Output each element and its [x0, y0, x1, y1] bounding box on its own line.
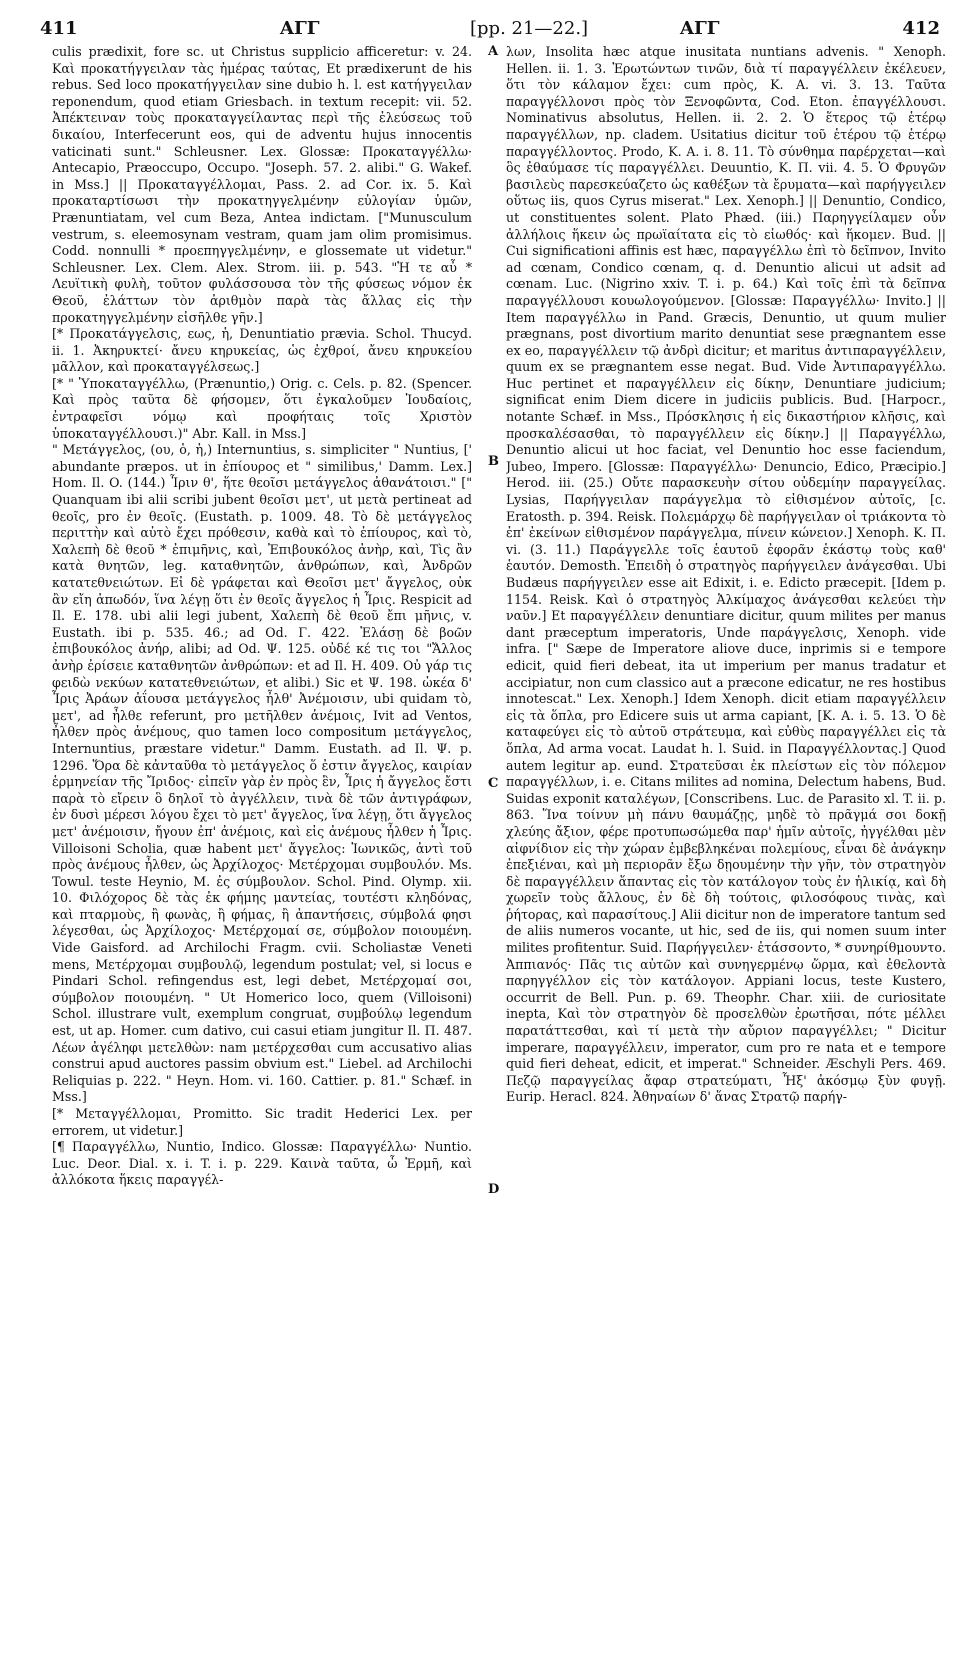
section-mark-a: A	[488, 44, 499, 59]
left-paragraph-5: [* Μεταγγέλλομαι, Promitto. Sic tradit Hederici Lex. per errorem, ut videtur.]	[52, 1106, 472, 1138]
right-paragraph-1: λων, Insolita hæc atque inusitata nuntians advenis. " Xenoph. Hellen. ii. 1. 3. Ἐρωτώντων τινῶν, διὰ τί παραγγέλλειν ἐκέλευεν, ὅτι τὸν κάλαμον ἔχει: cum πρὸς, K. A. vi. 3. 13. Ταῦτα παραγγέλλονσι πρὸς τὸν Ξενοφῶντα, Cod. Eton. ἐπαγγέλλουσι. Nominativus absolutus, Hellen. ii. 2. 2. Ὁ ἕτερος τῷ ἑτέρῳ παραγγέλλων, np. cladem. Usitatius dicitur τοῦ ἑτέρου τῷ ἑτέρῳ παραγγέλλοντος. Prodo, K. A. i. 8. 11. Τὸ σύνθημα παρέρχεται—καὶ ὃς ἐθαύμασε τίς παραγγέλλει. Deuuntio, K. Π. vii. 4. 5. Ὁ Φρυγῶν βασιλεὺς παρεσκεύαζετο ὡς καθέξων τὰ ἔρυματα—καὶ παρήγγειλεν οὕτως iis, quos Cyrus miserat." Lex. Xenoph.] || Denuntio, Condico, ut constituentes solent. Plato Phæd. (iii.) Παρηγγείλαμεν οὖν ἀλλήλοις ἥκειν ὡς πρωϊαίτατα εἰς τὸ εἰωθός· καὶ ἥκομεν. Bud. || Cui significationi affinis est hæc, παραγγέλλω ἐπὶ τὸ δεῖπνον, Invito ad cœnam, Condico cœnam, q. d. Denuntio alicui ut adsit ad cœnam. Luc. (Nigrino xxiv. T. i. p. 64.) Καὶ τοῖς ἐπὶ τὰ δεῖπνα παραγγέλλουσι κουωλογούμενον. [Glossæ: Παραγγέλλω· Invito.] || Item παραγγέλλω in Pand. Græcis, Denuntio, ut quum mulier prægnans, post divortium marito denuntiat sese prægnantem esse ex eo, παραγγέλλειν τῷ ἀνδρὶ dicitur; et maritus ἀντιπαραγγέλλειν, quum ex se prægnantem esse negat. Bud. Vide Ἀντιπαραγγέλλω. Huc pertinet et παραγγέλλειν εἰς δίκην, Denuntiare judicium; significat enim Diem dicere in judiciis publicis. Bud. [Harpocr., notante Schæf. in Mss., Πρόσκλησις ἡ εἰς δικαστήριον κλῆσις, καὶ προσκαλέσασθαι, τὸ παραγγέλλειν εἰς δίκην.] || Παραγγέλλω, Denuntio alicui ut hoc faciat, vel Denuntio hoc esse faciendum, Jubeo, Impero. [Glossæ: Παραγγέλλω· Denuncio, Edico, Præcipio.] Herod. iii. (25.) Οὔτε παρασκευὴν σίτου οὐδεμίην παραγγείλας. Lysias, Παρήγγειλαν παράγγελμα τὸ εἰθισμένον αὐτοῖς, [c. Eratosth. p. 394. Reisk. Πολεμάρχῳ δὲ παρήγγειλαν οἱ τριάκοντα τὸ ἐπ' ἐκείνων εἰθισμένον παράγγελμα, πίνειν κώνειον.] Xenoph. K. Π. vi. (3. 11.) Παράγγελλε τοῖς ἑαυτοῦ ἐφορᾶν ἑκάστῳ τοὺς καθ' ἑαυτόν. Demosth. Ἐπειδὴ ὁ στρατηγὸς παρήγγειλεν ἀνάγεσθαι. Ubi Budæus παρήγγειλεν esse ait Edixit, i. e. Edicto præcepit. [Idem p. 1154. Reisk. Καὶ ὁ στρατηγὸς Ἀλκίμαχος ἀνάγεσθαι κελεύει τὴν ναῦν.] Et παραγγέλλειν denuntiare dicitur, quum milites per manus dant præceptum imperatoris, Unde παράγγελσις, Xenoph. vide infra. [" Sæpe de Imperatore aliove duce, inprimis si e tempore edicit, quid fieri debeat, ita ut imperium per manus tradatur et accipiatur, non cum classico aut a præcone edicatur, ne res hostibus innotescat." Lex. Xenoph.] Idem Xenoph. dicit etiam παραγγέλλειν εἰς τὰ ὅπλα, pro Edicere suis ut arma capiant, [K. A. i. 5. 13. Ὁ δὲ καταφεύγει εἰς τὸ αὐτοῦ στράτευμα, καὶ εὐθὺς παραγγέλλει εἰς τὰ ὅπλα, Ad arma vocat. Laudat h. l. Suid. in Παραγγέλλοντας.] Quod autem legitur ap. eund. Στρατεῦσαι ἐκ πλείστων εἰς τὸν πόλεμον παραγγέλλων, i. e. Citans milites ad nomina, Delectum habens, Bud. Suidas exponit καταλέγων, [Conscribens. Luc. de Parasito xl. T. ii. p. 863. Ἵνα τοίνυν μὴ πάνυ θαυμάζῃς, μηδὲ τὸ πρᾶγμά σοι δοκῇ χλεύης ἄξιον, φέρε προτυπωσώμεθα παρ' ἡμῖν αὐτοῖς, ἠγγέλθαι μὲν αἰφνίδιον εἰς τὴν χώραν ἐμβεβληκέναι πολεμίους, εἶναι δὲ ἀνάγκην ἐπεξιέναι, καὶ μὴ περιορᾶν ἔξω δῃουμένην τὴν γῆν, τὸν στρατηγὸν δὲ παραγγέλλειν ἅπαντας εἰς τὸν κατάλογον τοὺς ἐν ἡλικίᾳ, καὶ δὴ χωρεῖν τοὺς ἄλλους, ἐν δὲ δὴ τούτοις, φιλοσόφους τινὰς, καὶ ῥήτορας, καὶ παρασίτους.] Alii dicitur non de imperatore tantum sed de aliis numeros vocante, ut hic, sed de iis, qui nomen suum inter milites profitentur. Suid. Παρήγγειλεν· ἐτάσσοντο, * συνηρίθμουντο. Ἀππιανός· Πᾶς τις αὐτῶν καὶ συνηγερμένῳ ὥρμα, καὶ ἐθελοντὰ παρηγγέλλον εἰς τὸν κατάλογον. Appiani locus, teste Kustero, occurrit de Bell. Pun. p. 69. Theophr. Char. xiii. de curiositate inepta, Καὶ τὸν στρατηγὸν δὲ προσελθὼν ἐρωτῆσαι, πότε μέλλει παρατάττεσθαι, καὶ τί μετὰ τὴν αὔριον παραγγέλλει; " Dicitur imperare, παραγγέλλειν, imperator, cum pro re nata et e tempore quid fieri deheat, edicit, et imperat." Schneider. Æschyli Pers. 469. Πεζῷ παραγγείλας ἄφαρ στρατεύματι, Ἧξ' ἀκόσμῳ ξὺν φυγῇ. Eurip. Heracl. 824. Ἀθηναίων δ' ἅνας Στρατῷ παρήγ-	[506, 44, 946, 1105]
left-paragraph-3: [* " Ὑποκαταγγέλλω, (Prænuntio,) Orig. c. Cels. p. 82. (Spencer. Καὶ πρὸς ταῦτα δὲ φήσομεν, ὅτι ἐγκαλοῦμεν Ἰουδαίοις, ἐντραφεῖσι νόμῳ καὶ προφήταις τοῖς Χριστὸν ὑποκαταγγέλλουσι.)" Abr. Kall. in Mss.]	[52, 375, 472, 441]
left-paragraph-2: [* Προκατάγγελσις, εως, ἡ, Denuntiatio prævia. Schol. Thucyd. ii. 1. Ἀκηρυκτεί· ἄνευ κηρυκείας, ὡς ἐχθροί, ἄνευ κηρυκείου μᾶλλον, καὶ προκαταγγέλσεως.]	[52, 326, 472, 375]
left-paragraph-6: [¶ Παραγγέλλω, Nuntio, Indico. Glossæ: Παραγγέλλω· Nuntio. Luc. Deor. Dial. x. i. T. i. p. 229. Καινὰ ταῦτα, ὦ Ἑρμῆ, καὶ ἀλλόκοτα ἥκεις παραγγέλ-	[52, 1139, 472, 1188]
left-column	[52, 44, 472, 1664]
page-range: [pp. 21—22.]	[470, 18, 589, 39]
section-mark-d: D	[488, 1182, 500, 1197]
page-header	[40, 10, 940, 46]
page-number-left: 411	[40, 18, 78, 39]
section-mark-c: C	[488, 776, 499, 791]
running-headword-left: ΑΓΓ	[280, 18, 320, 39]
right-column	[506, 44, 946, 1664]
page-number-right: 412	[902, 18, 940, 39]
section-mark-b: B	[488, 454, 499, 469]
running-headword-right: ΑΓΓ	[680, 18, 720, 39]
left-paragraph-4: " Μετάγγελος, (ου, ὁ, ἡ,) Internuntius, s. simpliciter " Nuntius, [' abundante præpos. ut in ἐπίουρος et " similibus,' Damm. Lex.] Hom. Il. O. (144.) Ἶριν θ', ἥτε θεοῖσι μετάγγελος ἀθανάτοισι." [" Quanquam ibi alii scribi jubent θεοῖσι μετ', ut μετὰ pertineat ad θεοῖς, pro ἐν θεοῖς. (Eustath. p. 1009. 48. Τὸ δὲ μετάγγελος περιττὴν καὶ αὐτὸ ἔχει πρόθεσιν, καθὰ καὶ τὸ ἐπίουρος, καὶ τὸ, Χαλεπὴ δὲ θεοῦ * ἐπιμῆνις, καὶ, Ἐπιβουκόλος ἀνὴρ, καὶ, Τὶς ἂν κατὰ θνητῶν, leg. καταθνητῶν, ἀνθρώπων, καὶ, Ἀνδρῶν κατατεθνειώτων. Εἰ δὲ γράφεται καὶ Θεοῖσι μετ' ἄγγελος, οὐκ ἂν εἴη ἀπωδόν, ἵνα λέγῃ ὅτι ἐν θεοῖς ἄγγελος ἡ Ἶρις. Respicit ad Il. E. 178. ubi alii legi jubent, Χαλεπὴ δὲ θεοῦ ἔπι μῆνις, v. Eustath. ibi p. 535. 46.; ad Od. Γ. 422. Ἐλάσῃ δὲ βοῶν ἐπιβουκόλος ἀνήρ, alibi; ad Od. Ψ. 125. οὐδέ κέ τις τοι "Ἄλλος ἀνὴρ ἐρίσειε καταθνητῶν ἀνθρώπων: et ad Il. H. 409. Οὐ γάρ τις φειδὼ νεκύων κατατεθνειώτων, et alibi.) Sic et Ψ. 198. ὠκέα δ' Ἶρις Ἀράων ἀΐουσα μετάγγελος ἦλθ' Ἀνέμοισιν, ubi quidam τὸ, μετ', ad ἦλθε referunt, pro μετῆλθεν ἀνέμοις, Ivit ad Ventos, ἦλθεν πρὸς ἀνέμους, quo tamen loco compositum μετάγγελος, Internuntius, præstare videtur." Damm. Eustath. ad Il. Ψ. p. 1296. Ὅρα δὲ κἀνταῦθα τὸ μετάγγελος ὅ ἐστιν ἄγγελος, καιρίαν ἑρμηνείαν τῆς Ἴριδος· εἰπεῖν γὰρ ἐν πρὸς ἓν, Ἶρις ἡ ἄγγελος ἔστι παρὰ τὸ εἴρειν ὃ δηλοῖ τὸ ἀγγέλλειν, τινὰ δὲ τῶν ἀντιγράφων, ἐν δυσὶ μέρεσι λόγου ἔχει τὸ μετ' ἄγγελος, ἵνα λέγῃ, ὅτι ἄγγελος μετ' ἀνέμοισιν, ἤγουν ἐπ' ἀνέμοις, καὶ εἰς ἀνέμους ἦλθεν ἡ Ἶρις. Villoisoni Scholia, quæ habent μετ' ἄγγελος: Ἰωνικῶς, ἀντὶ τοῦ πρὸς ἀνέμους ἦλθεν, ὡς Ἀρχίλοχος· Μετέρχομαι συμβουλόν. Ms. Towul. teste Heynio, M. ἐς σύμβουλον. Schol. Pind. Olymp. xii. 10. Φιλόχορος δὲ τὰς ἐκ φήμης μαντείας, τουτέστι κληδόνας, καὶ πταρμοὺς, ἢ φωνὰς, ἢ φήμας, ἢ ἀπαντήσεις, σύμβολά φησι λέγεσθαι, ὡς Ἀρχίλοχος· Μετέρχομαί σε, σύμβολον ποιουμένη. Vide Gaisford. ad Archilochi Fragm. cvii. Scholiastæ Veneti mens, Μετέρχομαι συμβουλῷ, legendum postulat; vel, si locus e Pindari Schol. refingendus est, legi debet, Μετέρχομαί σοι, σύμβολον ποιουμένη. " Ut Homerico loco, quem (Villoisoni) Schol. illustrare vult, exemplum congruat, συμβούλῳ legendum est, ut ap. Homer. cum dativo, cui casui etiam jungitur Il. Π. 487. Λέων ἀγέληφι μετελθὼν: nam μετέρχεσθαι cum accusativo alias construi apud auctores passim obvium est." Liebel. ad Archilochi Reliquias p. 222. " Heyn. Hom. vi. 160. Cattier. p. 81." Schæf. in Mss.]	[52, 442, 472, 1105]
left-paragraph-1: culis prædixit, fore sc. ut Christus supplicio afficeretur: v. 24. Καὶ προκατήγγειλαν τὰς ἡμέρας ταύτας, Et prædixerunt de his rebus. Sed loco προκατήγγειλαν sine dubio h. l. est κατήγγειλαν reponendum, quod etiam Griesbach. in textum recepit: vii. 52. Ἀπέκτειναν τοὺς προκαταγγείλαντας περὶ τῆς ἐλεύσεως τοῦ δικαίου, Interfecerunt eos, qui de adventu hujus innocentis vaticinati sunt." Schleusner. Lex. Glossæ: Προκαταγγέλλω· Antecapio, Præoccupo, Occupo. "Joseph. 57. 2. alibi." G. Wakef. in Mss.] || Προκαταγγέλλομαι, Pass. 2. ad Cor. ix. 5. Καὶ προκαταρτίσωσι τὴν προκατηγγελμένην εὐλογίαν ὑμῶν, Prænuntiatam, vel cum Beza, Antea indictam. ["Munusculum vestrum, s. eleemosynam vestram, quam jam olim promisimus. Codd. nonnulli * προεπηγγελμένην, e glossemate ut videtur." Schleusner. Lex. Clem. Alex. Strom. iii. p. 543. "Ἡ τε αὖ * Λευϊτικὴ φυλὴ, τοῦτον φυλάσσουσα τὸν τῆς φύσεως νόμον ἐκ Θεοῦ, ἐλάττων τὸν ἀριθμὸν παρὰ τὰς ἄλλας εἰς τὴν προκατηγγελμένην εἰσῆλθε γῆν.]	[52, 44, 472, 325]
